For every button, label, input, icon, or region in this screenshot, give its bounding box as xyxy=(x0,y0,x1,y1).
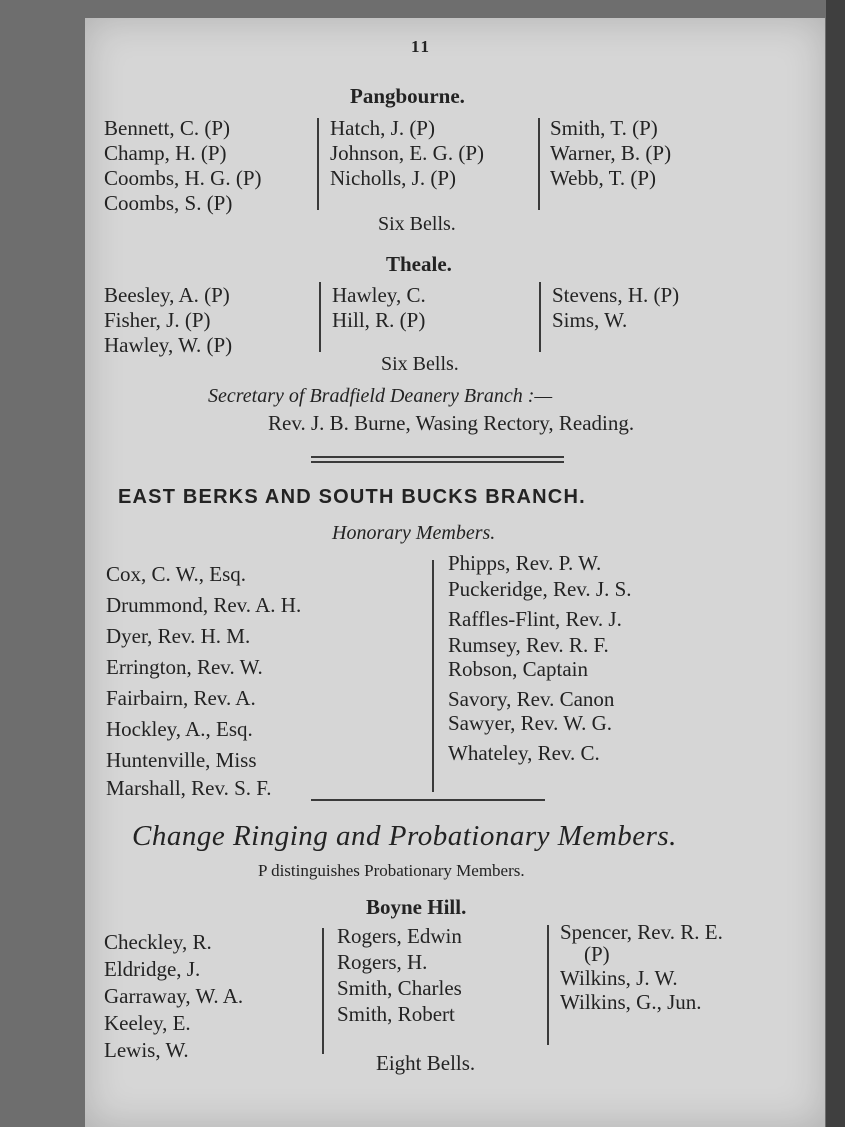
bells-count: Six Bells. xyxy=(378,213,456,235)
honorary-col-right xyxy=(448,551,632,767)
member-name: Checkley, R. xyxy=(104,930,212,954)
member-name: Phipps, Rev. P. W. xyxy=(448,551,602,575)
member-name: Rumsey, Rev. R. F. xyxy=(448,633,609,657)
pangbourne-col-3 xyxy=(550,116,671,191)
member-name: Huntenville, Miss xyxy=(106,748,257,772)
member-name: Dyer, Rev. H. M. xyxy=(106,624,251,648)
member-name: Hockley, A., Esq. xyxy=(106,717,253,741)
branch-title: EAST BERKS AND SOUTH BUCKS BRANCH. xyxy=(118,486,586,508)
member-name: Smith, Robert xyxy=(337,1002,455,1026)
member-name: Johnson, E. G. (P) xyxy=(330,141,485,165)
member-name: Smith, T. (P) xyxy=(550,116,658,140)
member-name: Raffles-Flint, Rev. J. xyxy=(448,607,622,631)
member-name: Bennett, C. (P) xyxy=(104,116,230,140)
member-name: Webb, T. (P) xyxy=(550,166,657,190)
section-title-pangbourne: Pangbourne. xyxy=(350,84,465,108)
member-name: Sawyer, Rev. W. G. xyxy=(448,711,613,735)
member-name: (P) xyxy=(584,942,610,966)
member-name: Hatch, J. (P) xyxy=(330,116,435,140)
column-divider xyxy=(322,928,324,1054)
member-name: Keeley, E. xyxy=(104,1011,191,1035)
member-name: Rogers, Edwin xyxy=(337,924,462,948)
member-name: Whateley, Rev. C. xyxy=(448,741,600,765)
member-name: Stevens, H. (P) xyxy=(552,283,680,307)
theale-col-3 xyxy=(552,283,679,333)
column-divider xyxy=(432,560,434,792)
member-name: Hawley, W. (P) xyxy=(104,333,233,357)
theale-col-2 xyxy=(332,283,426,333)
member-name: Robson, Captain xyxy=(448,657,588,681)
column-divider xyxy=(539,282,541,352)
member-name: Marshall, Rev. S. F. xyxy=(106,776,272,800)
change-ringing-title: Change Ringing and Probationary Members. xyxy=(132,820,677,852)
section-divider xyxy=(311,461,564,463)
bells-count: Six Bells. xyxy=(381,353,459,375)
member-name: Wilkins, J. W. xyxy=(560,966,678,990)
boyne-hill-col-1 xyxy=(104,930,243,1065)
honorary-col-left xyxy=(106,558,301,803)
member-name: Wilkins, G., Jun. xyxy=(560,990,702,1014)
bells-count: Eight Bells. xyxy=(376,1051,476,1075)
boyne-hill-col-3 xyxy=(560,920,723,1014)
member-name: Rogers, H. xyxy=(337,950,428,974)
member-name: Savory, Rev. Canon xyxy=(448,687,615,711)
section-title-boyne-hill: Boyne Hill. xyxy=(366,895,467,919)
member-name: Beesley, A. (P) xyxy=(104,283,230,307)
secretary-label: Secretary of Bradfield Deanery Branch :— xyxy=(208,385,553,407)
member-name: Hill, R. (P) xyxy=(332,308,426,332)
theale-col-1 xyxy=(104,283,232,358)
member-name: Sims, W. xyxy=(552,308,628,332)
boyne-hill-col-2 xyxy=(337,924,462,1028)
column-divider xyxy=(319,282,321,352)
section-divider xyxy=(311,456,564,458)
member-name: Errington, Rev. W. xyxy=(106,655,263,679)
member-name: Cox, C. W., Esq. xyxy=(106,562,247,586)
member-name: Coombs, S. (P) xyxy=(104,191,233,215)
member-name: Nicholls, J. (P) xyxy=(330,166,456,190)
pangbourne-col-1 xyxy=(104,116,262,216)
member-name: Lewis, W. xyxy=(104,1038,189,1062)
member-name: Drummond, Rev. A. H. xyxy=(106,593,302,617)
member-name: Smith, Charles xyxy=(337,976,462,1000)
section-divider xyxy=(311,799,545,801)
member-name: Garraway, W. A. xyxy=(104,984,244,1008)
member-name: Champ, H. (P) xyxy=(104,141,227,165)
column-divider xyxy=(547,925,549,1045)
page-edge-shadow xyxy=(826,0,845,1127)
member-name: Fisher, J. (P) xyxy=(104,308,211,332)
pangbourne-col-2 xyxy=(330,116,484,191)
member-name: Warner, B. (P) xyxy=(550,141,672,165)
member-name: Fairbairn, Rev. A. xyxy=(106,686,256,710)
member-name: Coombs, H. G. (P) xyxy=(104,166,262,190)
secretary-name: Rev. J. B. Burne, Wasing Rectory, Reading. xyxy=(268,411,635,435)
member-name: Spencer, Rev. R. E. xyxy=(560,920,723,944)
member-name: Hawley, C. xyxy=(332,283,426,307)
probationary-note: P distinguishes Probationary Members. xyxy=(258,861,525,880)
column-divider xyxy=(538,118,540,210)
column-divider xyxy=(317,118,319,210)
page-number: 11 xyxy=(411,37,432,56)
member-name: Eldridge, J. xyxy=(104,957,201,981)
section-title-theale: Theale. xyxy=(386,252,452,276)
honorary-title: Honorary Members. xyxy=(332,522,496,544)
member-name: Puckeridge, Rev. J. S. xyxy=(448,577,632,601)
